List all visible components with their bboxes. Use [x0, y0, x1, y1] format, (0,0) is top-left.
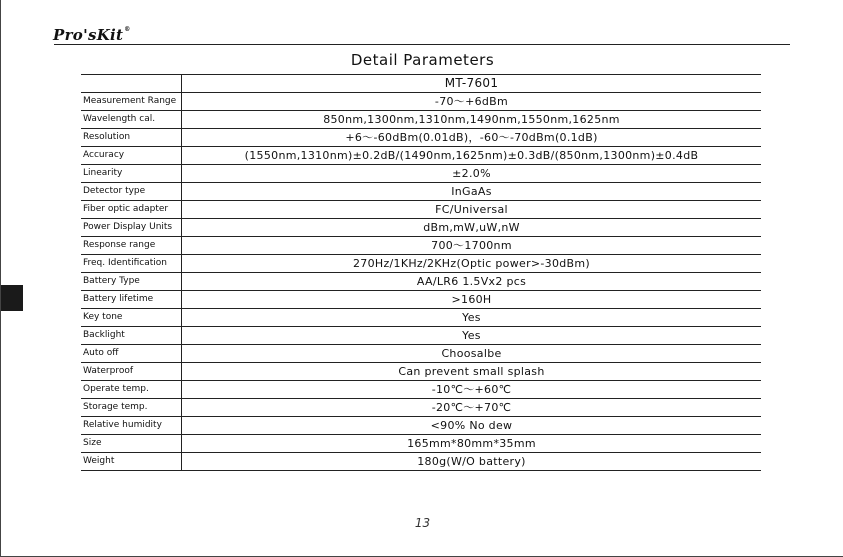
table-row	[81, 399, 761, 417]
parameter-value: 270Hz/1KHz/2KHz(Optic power>-30dBm)	[182, 255, 762, 273]
parameter-value: >160H	[182, 291, 762, 309]
table-row	[81, 291, 761, 309]
parameter-label: Fiber optic adapter	[81, 201, 182, 219]
parameter-label: Response range	[81, 237, 182, 255]
brand-logo	[53, 26, 131, 44]
parameter-value: Yes	[182, 327, 762, 345]
section-tab-marker	[1, 285, 23, 311]
table-row	[81, 345, 761, 363]
page-number: 13	[414, 516, 431, 530]
parameter-value: +6～-60dBm(0.01dB)，-60～-70dBm(0.1dB)	[182, 129, 762, 147]
parameter-label: Freq. Identification	[81, 255, 182, 273]
parameter-value: Yes	[182, 309, 762, 327]
parameter-value: dBm,mW,uW,nW	[182, 219, 762, 237]
parameter-value: <90% No dew	[182, 417, 762, 435]
page-title: Detail Parameters	[350, 51, 495, 69]
table-row	[81, 165, 761, 183]
table-row	[81, 417, 761, 435]
parameter-label: Auto off	[81, 345, 182, 363]
parameter-label: Linearity	[81, 165, 182, 183]
table-row	[81, 111, 761, 129]
table-row	[81, 363, 761, 381]
parameter-label: Resolution	[81, 129, 182, 147]
parameter-value: (1550nm,1310nm)±0.2dB/(1490nm,1625nm)±0.3dB/(850nm,1300nm)±0.4dB	[182, 147, 762, 165]
parameter-value: -10℃～+60℃	[182, 381, 762, 399]
parameter-value: 180g(W/O battery)	[182, 453, 762, 471]
parameters-table	[81, 74, 761, 471]
table-row	[81, 435, 761, 453]
table-row	[81, 255, 761, 273]
parameter-value: 850nm,1300nm,1310nm,1490nm,1550nm,1625nm	[182, 111, 762, 129]
table-row	[81, 129, 761, 147]
parameter-label: Wavelength cal.	[81, 111, 182, 129]
parameter-label: Battery lifetime	[81, 291, 182, 309]
parameter-value: ±2.0%	[182, 165, 762, 183]
parameter-label: Size	[81, 435, 182, 453]
table-row	[81, 309, 761, 327]
parameter-value: -70～+6dBm	[182, 93, 762, 111]
parameter-label: Waterproof	[81, 363, 182, 381]
table-header-row	[81, 75, 761, 93]
parameter-value: 165mm*80mm*35mm	[182, 435, 762, 453]
table-row	[81, 381, 761, 399]
parameter-value: AA/LR6 1.5Vx2 pcs	[182, 273, 762, 291]
parameter-label: Relative humidity	[81, 417, 182, 435]
header-label-cell	[81, 75, 182, 93]
parameter-label: Operate temp.	[81, 381, 182, 399]
parameter-label: Detector type	[81, 183, 182, 201]
table-row	[81, 201, 761, 219]
parameter-value: 700～1700nm	[182, 237, 762, 255]
parameter-value: FC/Universal	[182, 201, 762, 219]
parameter-value: -20℃～+70℃	[182, 399, 762, 417]
parameter-value: Choosalbe	[182, 345, 762, 363]
model-name: MT-7601	[182, 75, 762, 93]
parameter-label: Backlight	[81, 327, 182, 345]
brand-logo-text: Pro'sKit	[53, 26, 124, 44]
table-row	[81, 237, 761, 255]
table-row	[81, 219, 761, 237]
parameter-label: Key tone	[81, 309, 182, 327]
table-row	[81, 273, 761, 291]
parameter-label: Measurement Range	[81, 93, 182, 111]
table-row	[81, 93, 761, 111]
parameter-label: Accuracy	[81, 147, 182, 165]
table-row	[81, 183, 761, 201]
parameter-label: Battery Type	[81, 273, 182, 291]
parameter-label: Weight	[81, 453, 182, 471]
table-row	[81, 453, 761, 471]
parameter-label: Power Display Units	[81, 219, 182, 237]
registered-mark: ®	[124, 26, 131, 33]
parameter-value: InGaAs	[182, 183, 762, 201]
header-divider	[54, 44, 790, 45]
parameter-label: Storage temp.	[81, 399, 182, 417]
parameter-value: Can prevent small splash	[182, 363, 762, 381]
table-row	[81, 147, 761, 165]
table-row	[81, 327, 761, 345]
